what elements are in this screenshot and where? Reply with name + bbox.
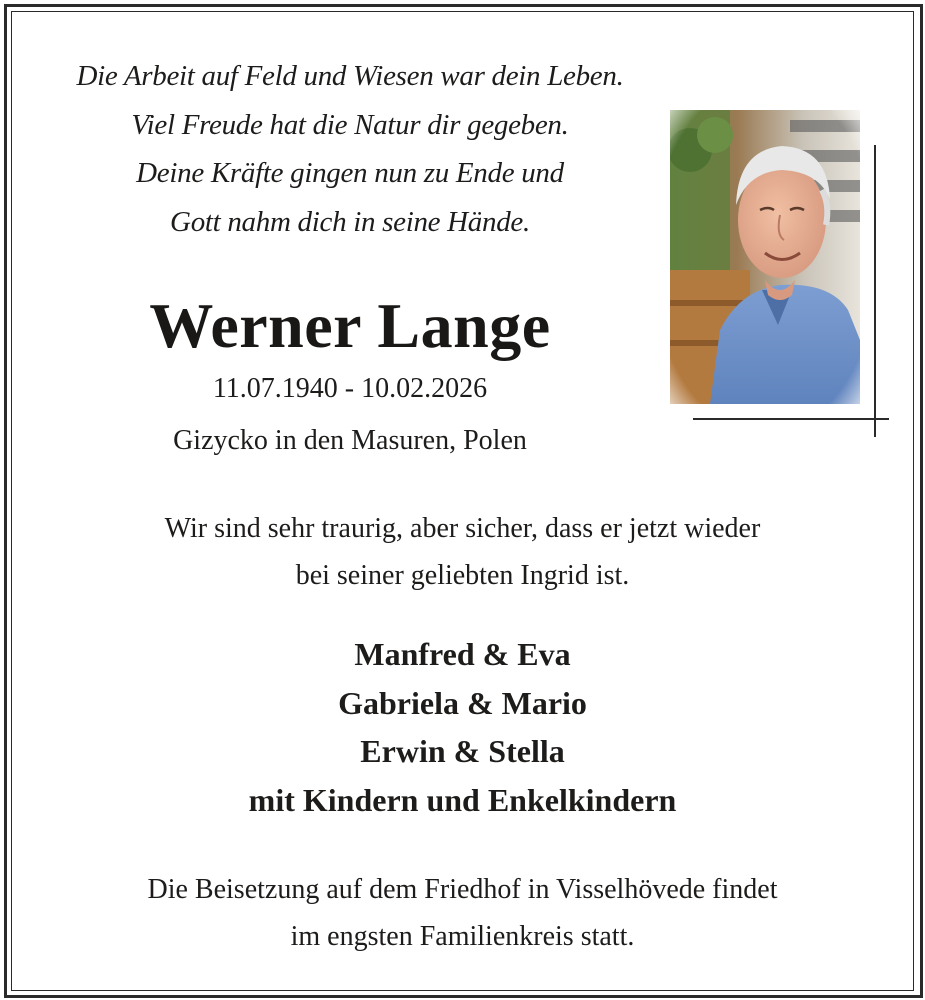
message-line: Wir sind sehr traurig, aber sicher, dass er jetzt wieder [164, 513, 761, 544]
burial-notice [40, 866, 885, 960]
burial-line: im engsten Familienkreis statt. [290, 921, 635, 952]
poem-line: Die Arbeit auf Feld und Wiesen war dein Leben. [76, 60, 624, 92]
family-line: Manfred & Eva [354, 636, 571, 672]
photo-corner-vertical-rule [874, 145, 876, 437]
family-signatures [40, 630, 885, 824]
family-line: Erwin & Stella [360, 733, 565, 769]
poem-line: Deine Kräfte gingen nun zu Ende und [136, 157, 564, 189]
portrait-photo [670, 110, 860, 404]
poem-line: Gott nahm dich in seine Hände. [170, 205, 530, 238]
burial-line: Die Beisetzung auf dem Friedhof in Visselhövede findet [147, 874, 778, 905]
family-line: Gabriela & Mario [338, 684, 587, 721]
family-line: mit Kindern und Enkelkindern [248, 781, 677, 818]
deceased-name: Werner Lange [149, 290, 551, 361]
poem-line: Viel Freude hat die Natur dir gegeben. [131, 108, 569, 141]
mourning-message [40, 505, 885, 599]
photo-corner-horizontal-rule [693, 418, 889, 420]
birthplace: Gizycko in den Masuren, Polen [173, 425, 527, 456]
life-dates: 11.07.1940 - 10.02.2026 [212, 373, 488, 404]
message-line: bei seiner geliebten Ingrid ist. [295, 560, 630, 591]
memorial-poem [40, 52, 660, 246]
